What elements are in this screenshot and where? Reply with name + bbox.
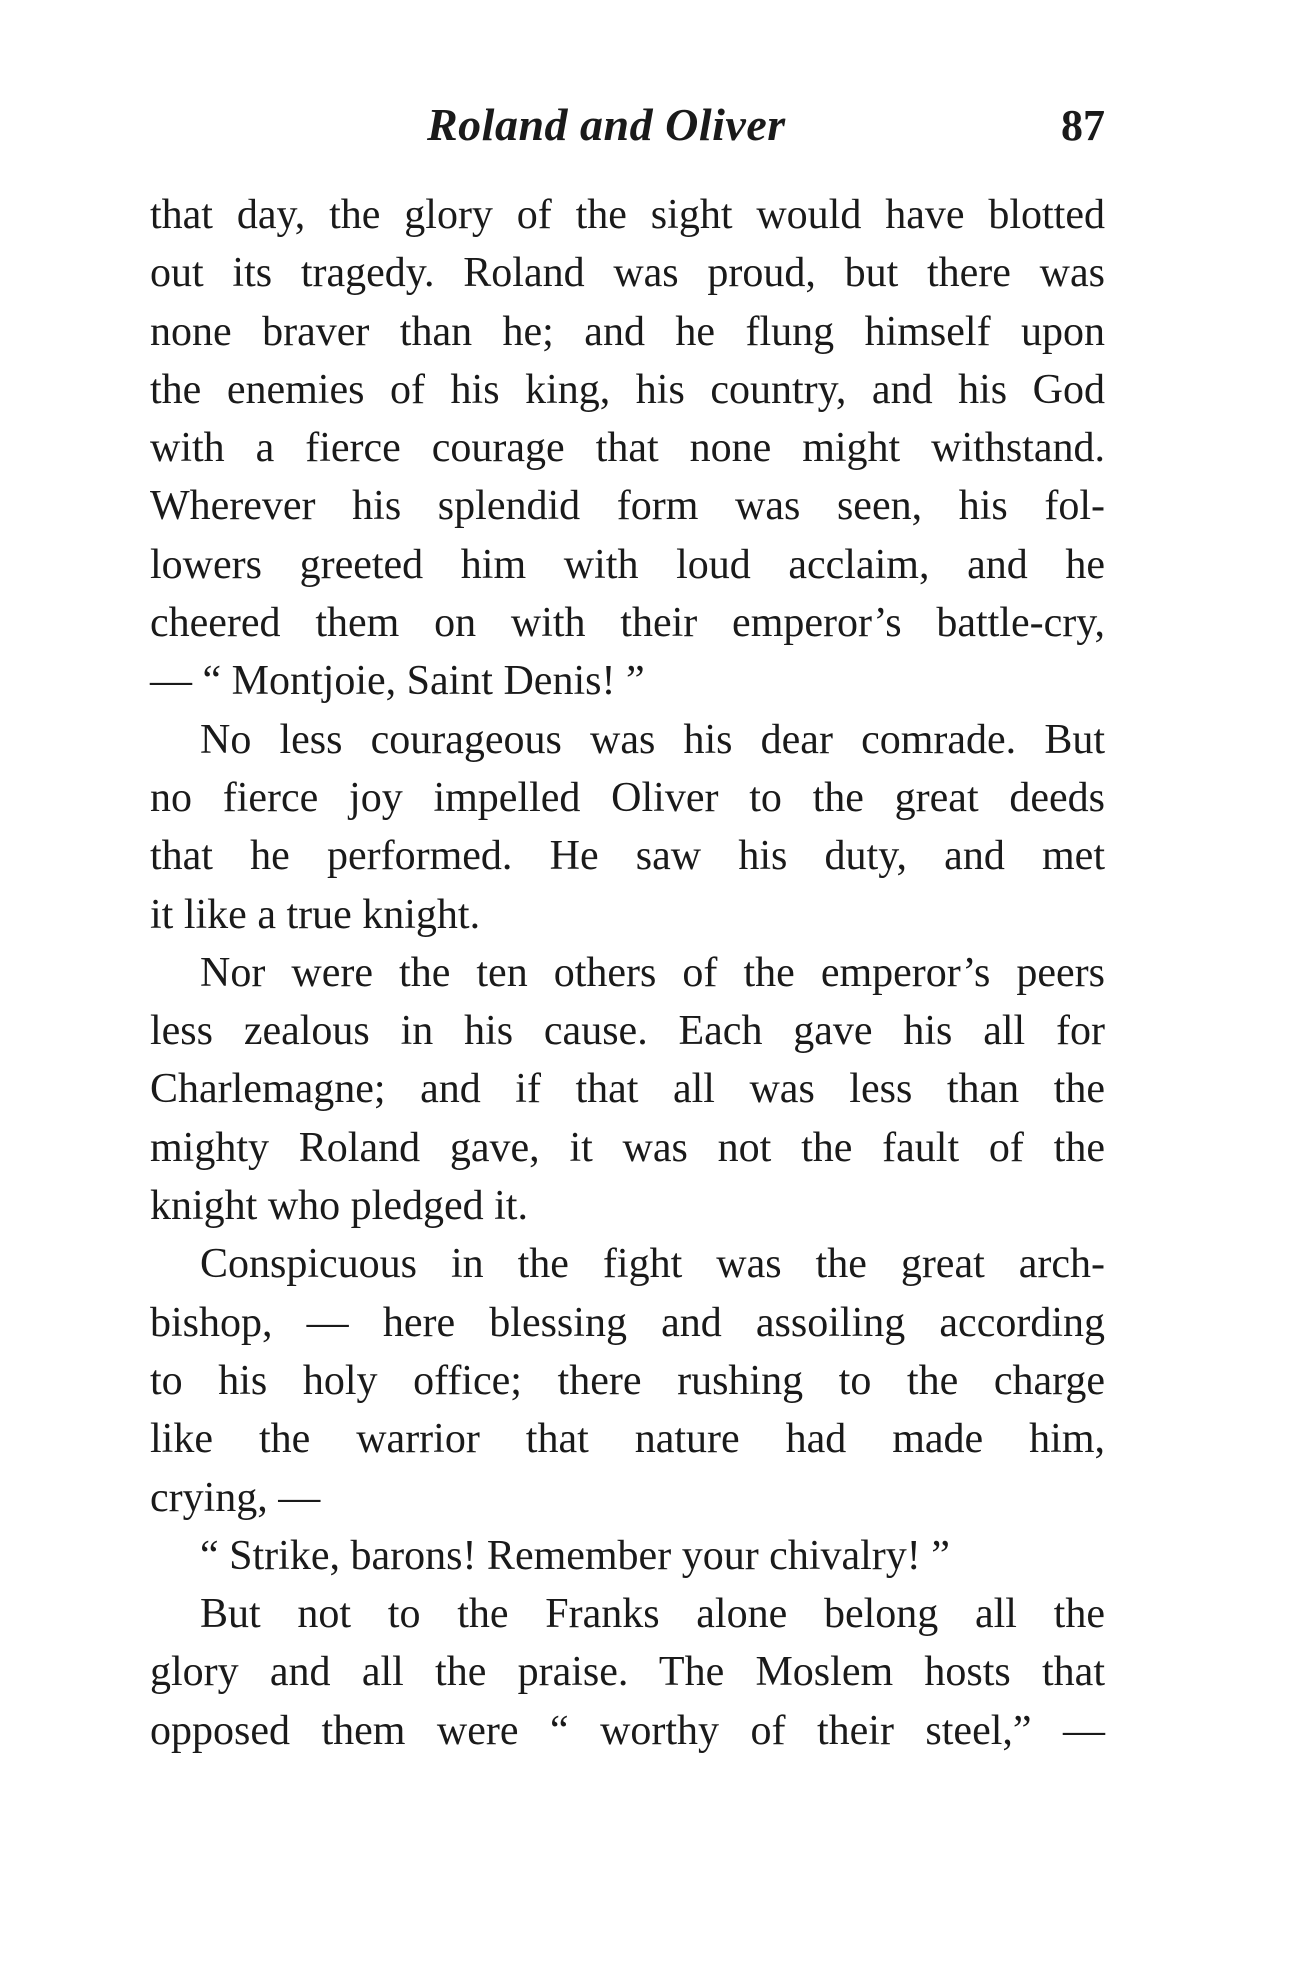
text-line: less zealous in his cause. Each gave his all for [150, 1008, 1105, 1055]
body-text [150, 186, 1105, 1760]
text-line: no fierce joy impelled Oliver to the great deeds [150, 774, 1105, 821]
running-head [150, 98, 1105, 158]
text-line: mighty Roland gave, it was not the fault of the [150, 1124, 1105, 1171]
text-line: bishop, — here blessing and assoiling according [150, 1299, 1105, 1346]
paragraph [150, 1235, 1105, 1526]
paragraph [150, 944, 1105, 1235]
text-line: like the warrior that nature had made him, [150, 1416, 1105, 1463]
text-line: glory and all the praise. The Moslem hosts that [150, 1649, 1105, 1696]
text-line: opposed them were “ worthy of their steel,” — [150, 1707, 1105, 1754]
text-line: that day, the glory of the sight would have blotted [150, 192, 1105, 238]
text-line: lowers greeted him with loud acclaim, and he [150, 541, 1105, 588]
page-number: 87 [1061, 101, 1105, 150]
text-line: knight who pledged it. [150, 1183, 528, 1230]
text-line: the enemies of his king, his country, and his God [150, 366, 1105, 413]
text-line: with a fierce courage that none might withstand. [150, 425, 1105, 472]
running-title: Roland and Oliver [427, 99, 786, 150]
text-line: none braver than he; and he flung himself upon [150, 308, 1105, 355]
text-line: — “ Montjoie, Saint Denis! ” [150, 658, 645, 705]
paragraph [150, 1585, 1105, 1760]
text-line: it like a true knight. [150, 891, 481, 938]
text-line: out its tragedy. Roland was proud, but there was [150, 250, 1105, 297]
text-line: No less courageous was his dear comrade. But [200, 716, 1105, 763]
text-line: But not to the Franks alone belong all the [200, 1591, 1105, 1638]
text-line: cheered them on with their emperor’s battle-cry, [150, 600, 1105, 647]
text-line: to his holy office; there rushing to the charge [150, 1357, 1105, 1404]
paragraph [150, 1527, 1105, 1585]
paragraph [150, 186, 1105, 711]
text-line: Nor were the ten others of the emperor’s peers [200, 949, 1105, 996]
text-line: Wherever his splendid form was seen, his fol- [150, 483, 1105, 530]
text-line: “ Strike, barons! Remember your chivalry! ” [200, 1532, 950, 1579]
text-line: that he performed. He saw his duty, and met [150, 833, 1105, 880]
paragraph [150, 711, 1105, 944]
text-line: Charlemagne; and if that all was less than the [150, 1066, 1105, 1113]
text-line: crying, — [150, 1474, 321, 1521]
text-line: Conspicuous in the fight was the great arch- [200, 1241, 1105, 1288]
